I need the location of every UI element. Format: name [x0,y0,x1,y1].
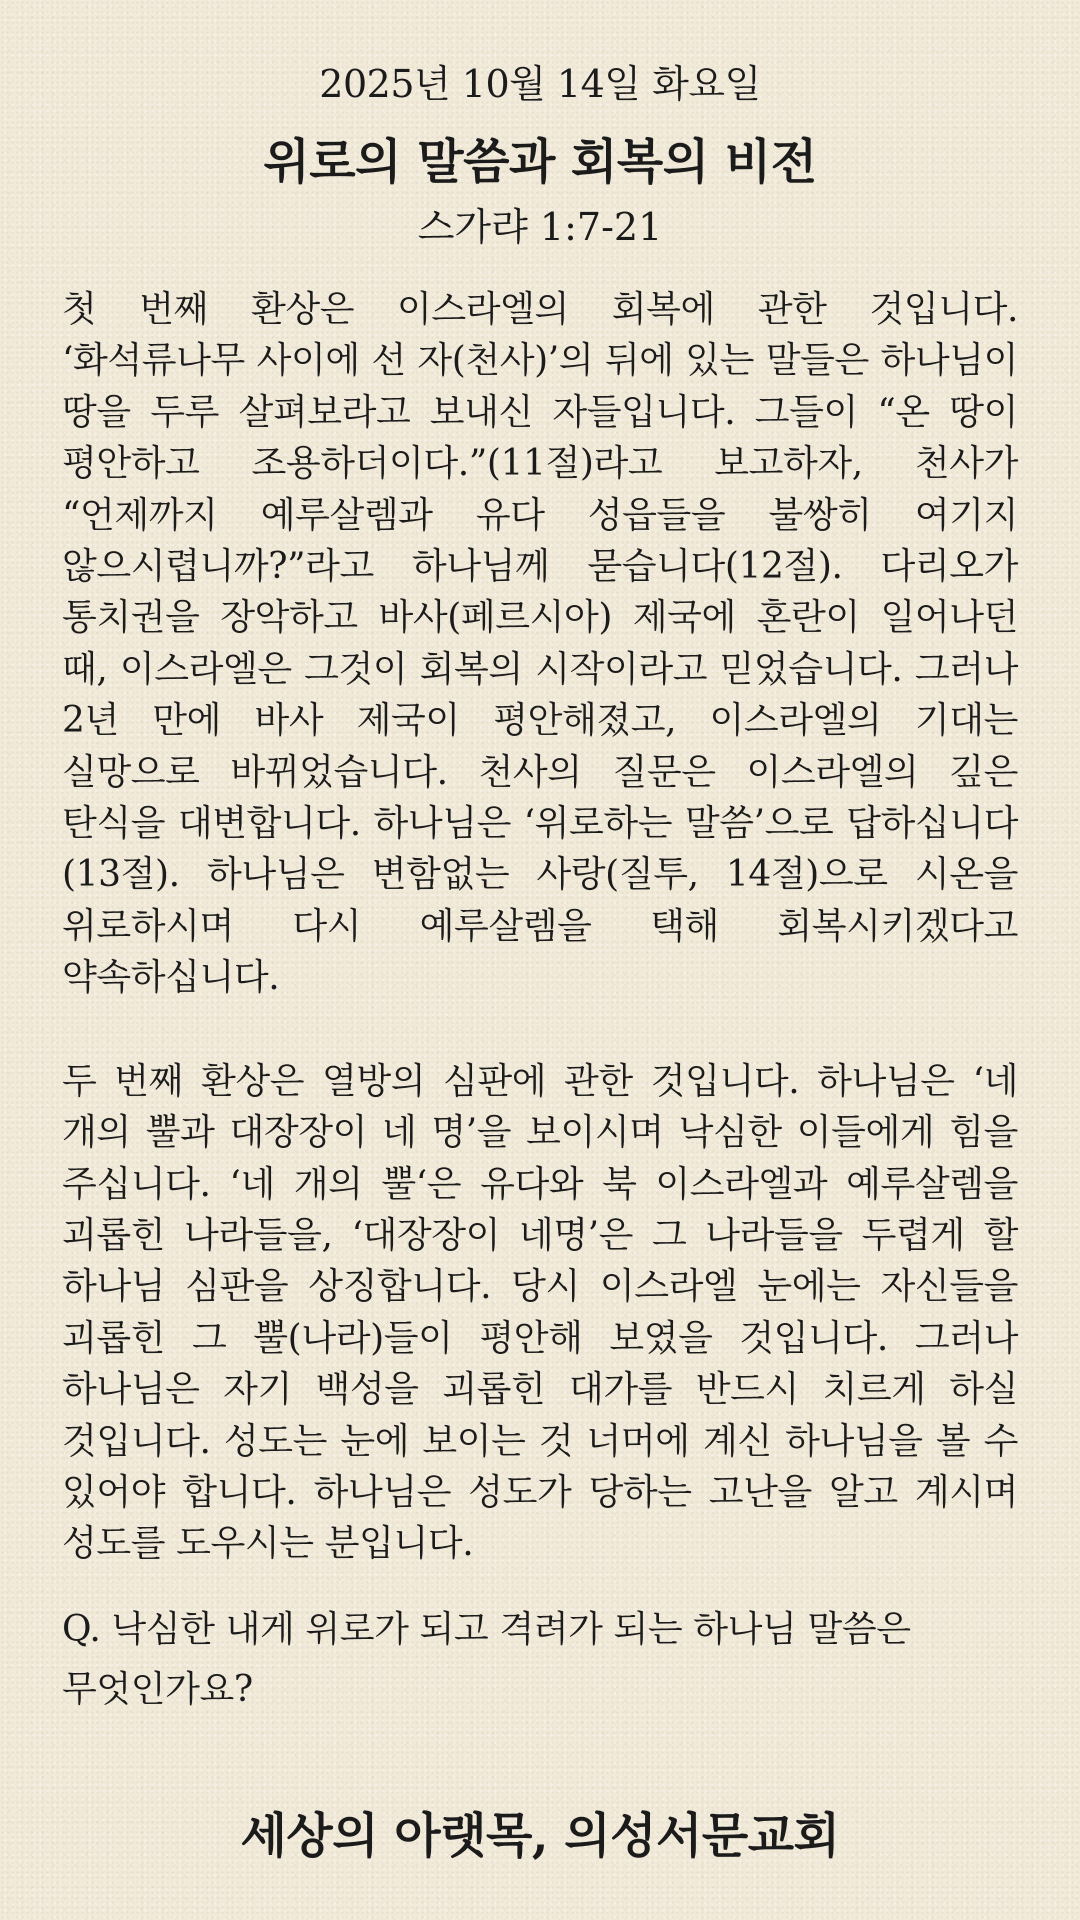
scripture-reference: 스가랴 1:7-21 [417,205,663,249]
body-text [62,284,1018,1570]
paragraph-first-vision: 첫 번째 환상은 이스라엘의 회복에 관한 것입니다. ‘화석류나무 사이에 선 자(천사)’의 뒤에 있는 말들은 하나님이 땅을 두루 살펴보라고 보내신 자들입니다. 그들이 “온 땅이 평안하고 조용하더이다.”(11절)라고 보고하자, 천사가 “언제까지 예루살렘과 유다 성읍들을 불쌍히 여기지 않으시렵니까?”라고 하나님께 묻습니다(12절). 다리오가 통치권을 장악하고 바사(페르시아) 제국에 혼란이 일어나던 때, 이스라엘은 그것이 회복의 시작이라고 믿었습니다. 그러나 2년 만에 바사 제국이 평안해졌고, 이스라엘의 기대는 실망으로 바뀌었습니다. 천사의 질문은 이스라엘의 깊은 탄식을 대변합니다. 하나님은 ‘위로하는 말씀’으로 답하십니다(13절). 하나님은 변함없는 사랑(질투, 14절)으로 시온을 위로하시며 다시 예루살렘을 택해 회복시키겠다고 약속하십니다. [62,289,1018,999]
reflection-question: Q. 낙심한 내게 위로가 되고 격려가 되는 하나님 말씀은 무엇인가요? [62,1608,911,1710]
header [62,58,1018,254]
church-signature: 세상의 아랫목, 의성서문교회 [240,1808,840,1864]
date-line: 2025년 10월 14일 화요일 [319,62,761,106]
paragraph-second-vision: 두 번째 환상은 열방의 심판에 관한 것입니다. 하나님은 ‘네 개의 뿔과 대장장이 네 명’을 보이시며 낙심한 이들에게 힘을 주십니다. ‘네 개의 뿔‘은 유다와 북 이스라엘과 예루살렘을 괴롭힌 나라들을, ‘대장장이 네명’은 그 나라들을 두렵게 할 하나님 심판을 상징합니다. 당시 이스라엘 눈에는 자신들을 괴롭힌 그 뿔(나라)들이 평안해 보였을 것입니다. 그러나 하나님은 자기 백성을 괴롭힌 대가를 반드시 치르게 하실 것입니다. 성도는 눈에 보이는 것 너머에 계신 하나님을 볼 수 있어야 합니다. 하나님은 성도가 당하는 고난을 알고 계시며 성도를 도우시는 분입니다. [62,1060,1018,1565]
page-title: 위로의 말씀과 회복의 비전 [263,134,817,190]
